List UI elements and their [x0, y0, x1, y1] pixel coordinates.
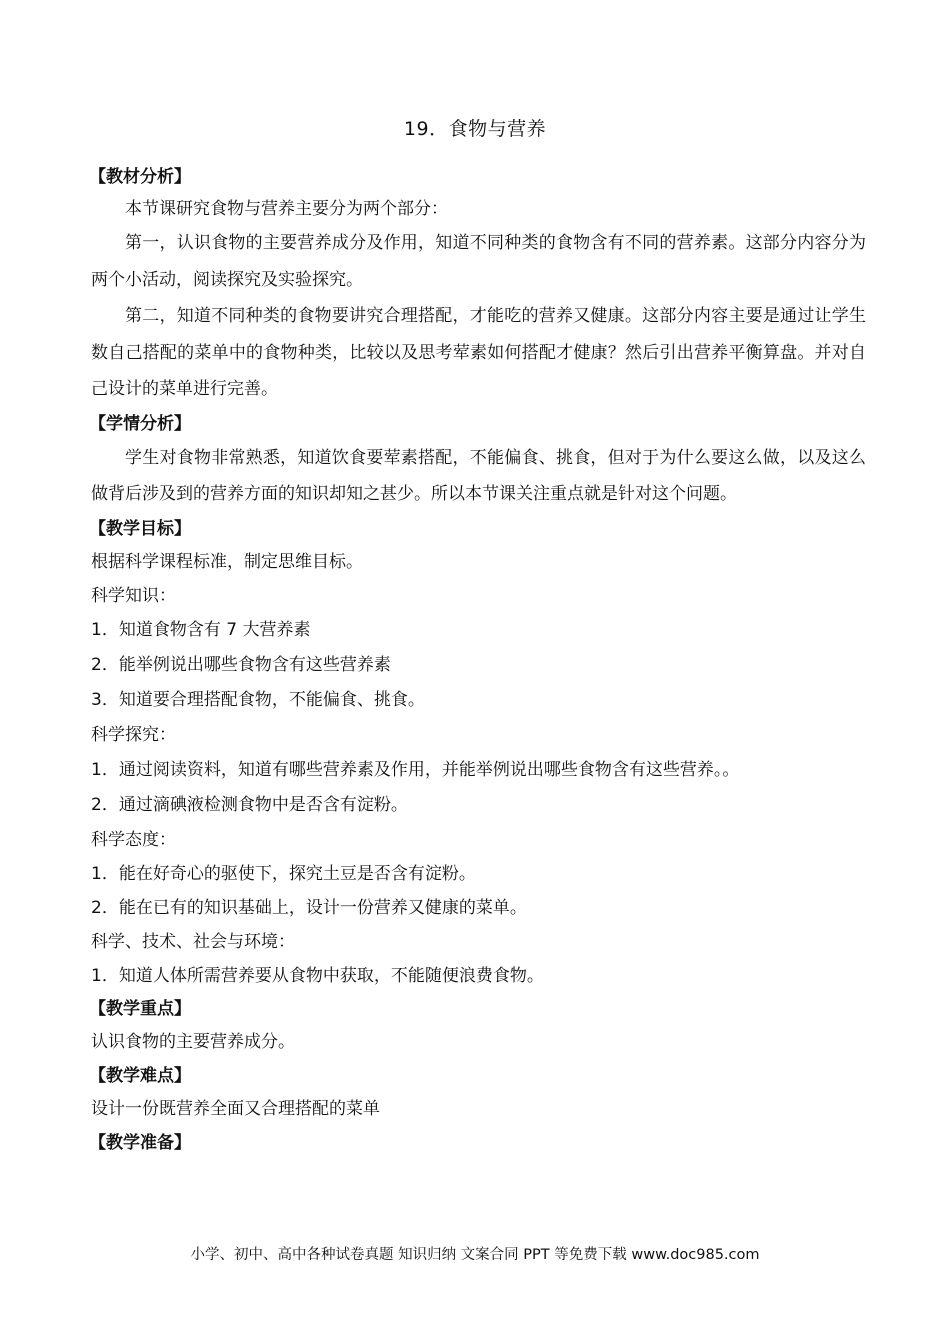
section-heading-textbook-analysis: 【教材分析】 [89, 167, 191, 187]
inquiry-item: 1．通过阅读资料，知道有哪些营养素及作用，并能举例说出哪些食物含有这些营养。。 [91, 759, 740, 780]
knowledge-item: 1．知道食物含有 7 大营养素 [91, 619, 311, 640]
society-item: 1．知道人体所需营养要从食物中获取，不能随便浪费食物。 [91, 965, 544, 986]
section-heading-key-point: 【教学重点】 [89, 998, 191, 1019]
section-heading-difficulty: 【教学难点】 [89, 1065, 191, 1086]
inquiry-label: 科学探究： [91, 724, 176, 745]
knowledge-item: 2．能举例说出哪些食物含有这些营养素 [91, 654, 391, 675]
difficulty-text: 设计一份既营养全面又合理搭配的菜单 [91, 1098, 380, 1119]
attitude-item: 1．能在好奇心的驱使下，探究土豆是否含有淀粉。 [91, 863, 476, 884]
inquiry-item: 2．通过滴碘液检测食物中是否含有淀粉。 [91, 794, 408, 815]
page-footer: 小学、初中、高中各种试卷真题 知识归纳 文案合同 PPT 等免费下载 www.doc985.com [190, 1247, 760, 1263]
society-label: 科学、技术、社会与环境： [91, 931, 295, 952]
page-title: 19．食物与营养 [403, 118, 547, 140]
attitude-item: 2．能在已有的知识基础上，设计一份营养又健康的菜单。 [91, 897, 527, 918]
section-heading-preparation: 【教学准备】 [89, 1132, 191, 1153]
document-body [91, 161, 866, 1159]
knowledge-label: 科学知识： [91, 585, 176, 606]
key-point-text: 认识食物的主要营养成分。 [91, 1031, 295, 1052]
goals-intro: 根据科学课程标准，制定思维目标。 [91, 551, 363, 572]
analysis-part-two: 第二，知道不同种类的食物要讲究合理搭配，才能吃的营养又健康。这部分内容主要是通过让学生数自己搭配的菜单中的食物种类，比较以及思考荤素如何搭配才健康？然后引出营养平衡算盘。并对自己设计的菜单进行完善。 [91, 306, 866, 399]
section-heading-learner-analysis: 【学情分析】 [89, 413, 191, 434]
attitude-label: 科学态度： [91, 829, 176, 850]
analysis-part-one: 第一，认识食物的主要营养成分及作用，知道不同种类的食物含有不同的营养素。这部分内容分为两个小活动，阅读探究及实验探究。 [91, 233, 866, 290]
analysis-intro: 本节课研究食物与营养主要分为两个部分： [125, 199, 448, 219]
learner-analysis-text: 学生对食物非常熟悉，知道饮食要荤素搭配，不能偏食、挑食，但对于为什么要这么做，以及这么做背后涉及到的营养方面的知识却知之甚少。所以本节课关注重点就是针对这个问题。 [91, 447, 866, 504]
section-heading-teaching-goals: 【教学目标】 [89, 518, 191, 539]
knowledge-item: 3．知道要合理搭配食物，不能偏食、挑食。 [91, 689, 425, 710]
